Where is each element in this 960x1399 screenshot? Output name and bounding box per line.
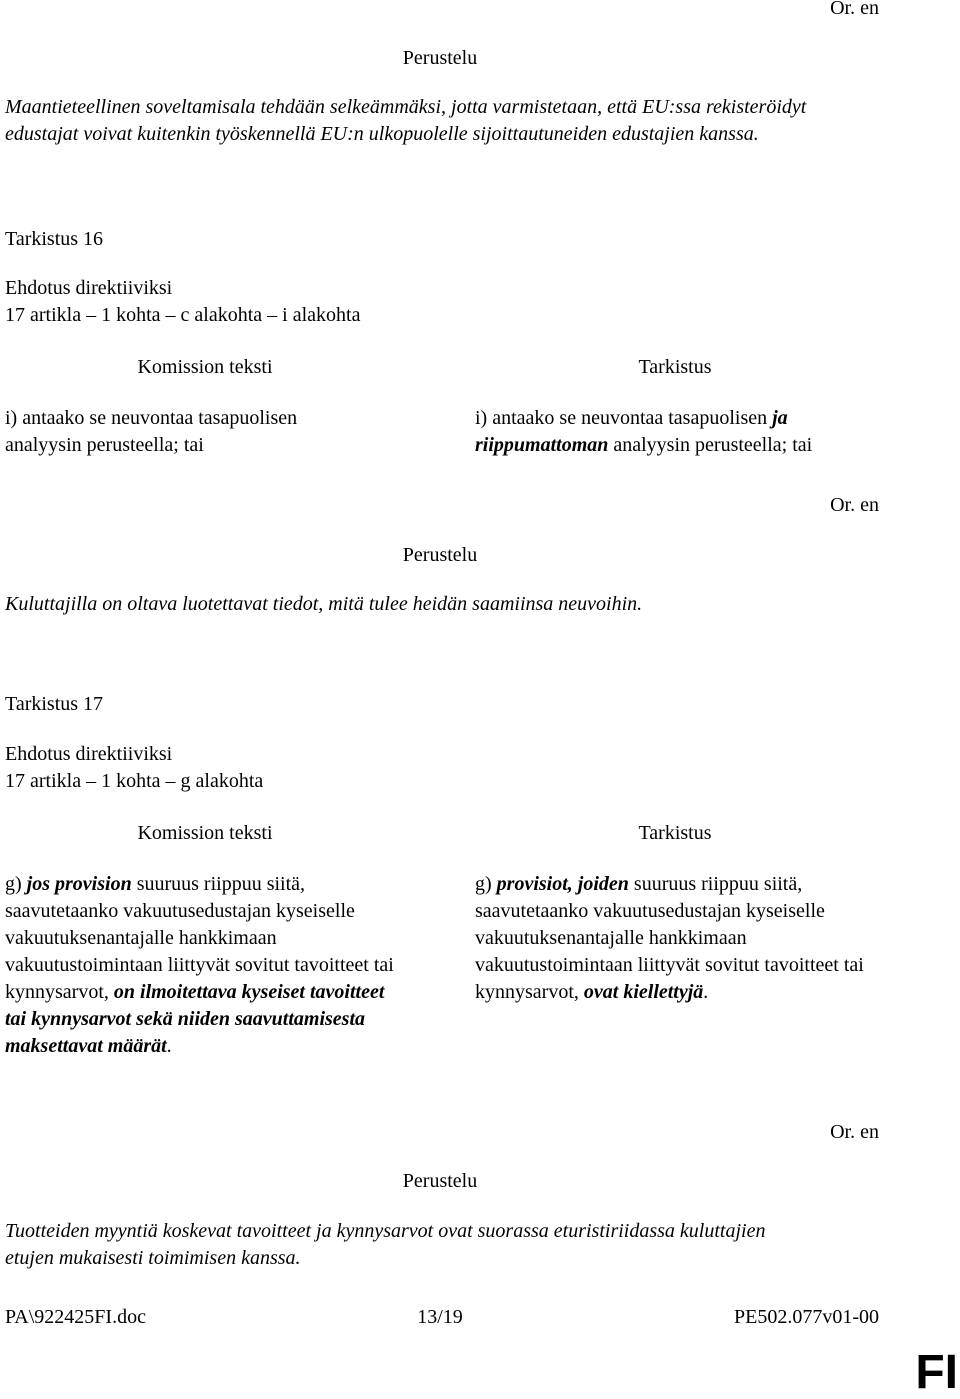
justification-text: Tuotteiden myyntiä koskevat tavoitteet ja kynnysarvot ovat suorassa eturistiriidassa kuluttajien etujen mukaisesti toimimisen kanssa. xyxy=(5,1220,766,1269)
amendment-text-change: ja riippumattoman xyxy=(475,407,788,456)
original-language-note: Or. en xyxy=(830,494,879,516)
article-reference: 17 artikla – 1 kohta – g alakohta xyxy=(5,770,264,792)
amendment-text-part: suuruus riippuu siitä, saavutetaanko vakuutusedustajan kyseiselle vakuutuksenantajalle hankkimaan vakuutustoimintaan liittyvät sovitut tavoitteet tai kynnysarvot, xyxy=(475,873,864,1003)
pe-reference: PE502.077v01-00 xyxy=(734,1306,879,1328)
justification-text: Maantieteellinen soveltamisala tehdään selkeämmäksi, jotta varmistetaan, että EU:ssa rekisteröidyt edustajat voivat kuitenkin työskennellä EU:n ulkopuolelle sijoittautuneiden edustajien kanssa. xyxy=(5,96,807,145)
justification-heading: Perustelu xyxy=(402,1170,478,1192)
original-language-note: Or. en xyxy=(830,0,879,19)
amendment-text-change: ovat kiellettyjä xyxy=(583,981,704,1003)
commission-text-change: on ilmoitettava kyseiset tavoitteet tai kynnysarvot sekä niiden saavuttamisesta maksettavat määrät xyxy=(5,981,385,1057)
amendment-text-change: provisiot, joiden xyxy=(496,873,629,895)
amendment-text-part: i) antaako se neuvontaa tasapuolisen xyxy=(475,407,773,429)
page-number: 13/19 xyxy=(417,1306,463,1328)
justification-heading: Perustelu xyxy=(402,544,478,566)
article-reference: 17 artikla – 1 kohta – c alakohta – i alakohta xyxy=(5,304,361,326)
amendment-text-part: analyysin perusteella; tai xyxy=(608,434,813,456)
amendment-text xyxy=(475,871,870,1006)
amendment-text-header: Tarkistus xyxy=(638,356,712,378)
amendment-text-part: . xyxy=(703,981,709,1003)
commission-text xyxy=(5,871,400,1060)
amendment-text-part: g) xyxy=(475,873,497,895)
justification-heading: Perustelu xyxy=(402,47,478,69)
commission-text-change: jos provision xyxy=(26,873,132,895)
commission-text-header: Komission teksti xyxy=(137,822,273,844)
commission-text-header: Komission teksti xyxy=(137,356,273,378)
amendment-title: Tarkistus 16 xyxy=(5,228,104,250)
commission-text-part: . xyxy=(166,1035,172,1057)
amendment-text xyxy=(475,405,875,459)
language-mark: FI xyxy=(915,1346,958,1399)
proposal-label: Ehdotus direktiiviksi xyxy=(5,743,173,765)
document-reference: PA\922425FI.doc xyxy=(5,1306,146,1328)
commission-text-part: suuruus riippuu siitä, saavutetaanko vakuutusedustajan kyseiselle vakuutuksenantajalle hankkimaan vakuutustoimintaan liittyvät sovitut tavoitteet tai kynnysarvot, xyxy=(5,873,394,1003)
commission-text-part: g) xyxy=(5,873,27,895)
original-language-note: Or. en xyxy=(830,1121,879,1143)
commission-text: i) antaako se neuvontaa tasapuolisen analyysin perusteella; tai xyxy=(5,407,298,456)
amendment-title: Tarkistus 17 xyxy=(5,693,104,715)
amendment-text-header: Tarkistus xyxy=(638,822,712,844)
proposal-label: Ehdotus direktiiviksi xyxy=(5,277,173,299)
justification-text: Kuluttajilla on oltava luotettavat tiedot, mitä tulee heidän saamiinsa neuvoihin. xyxy=(5,593,643,615)
